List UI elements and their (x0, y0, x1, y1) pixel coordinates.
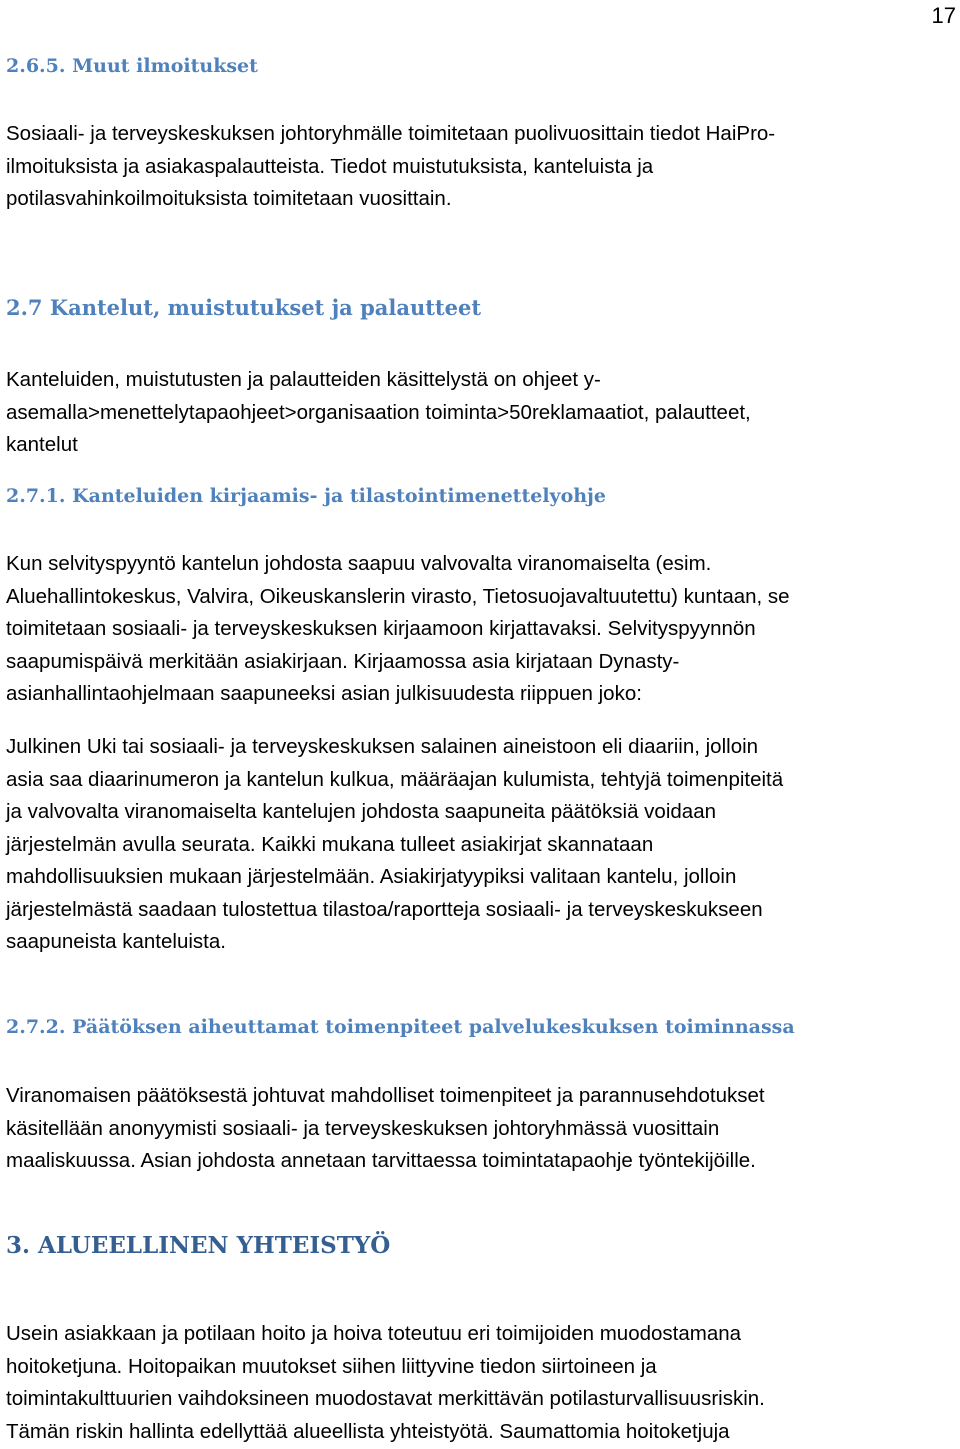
text-line: järjestelmästä saadaan tulostettua tilastoa/raportteja sosiaali- ja terveyskeskukseen (6, 897, 763, 921)
text-line: asia saa diaarinumeron ja kantelun kulkua, määräajan kulumista, tehtyjä toimenpiteitä (6, 767, 784, 791)
text-line: saapumispäivä merkitään asiakirjaan. Kirjaamossa asia kirjataan Dynasty- (6, 649, 680, 673)
text-line: toimitetaan sosiaali- ja terveyskeskuksen kirjaamoon kirjattavaksi. Selvityspyynnön (6, 617, 756, 640)
text-line: hoitoketjuna. Hoitopaikan muutokset siihen liittyvine tiedon siirtoineen ja (6, 1354, 657, 1378)
paragraph (6, 1318, 765, 1448)
text-line: Tämän riskin hallinta edellyttää alueellista yhteistyötä. Saumattomia hoitoketjuja (6, 1419, 730, 1443)
chapter-heading: 3. ALUEELLINEN YHTEISTYÖ (6, 1232, 391, 1259)
page-number: 17 (931, 3, 956, 28)
text-line: potilasvahinkoilmoituksista toimitetaan vuosittain. (6, 187, 452, 210)
text-line: maaliskuussa. Asian johdosta annetaan tarvittaessa toimintatapaohje työntekijöille. (6, 1149, 756, 1172)
text-line: Aluehallintokeskus, Valvira, Oikeuskanslerin virasto, Tietosuojavaltuutettu) kuntaan, se (6, 584, 790, 608)
text-line: mahdollisuuksien mukaan järjestelmään. Asiakirjatyypiksi valitaan kantelu, jolloin (6, 865, 737, 888)
text-line: käsitellään anonyymisti sosiaali- ja terveyskeskuksen johtoryhmässä vuosittain (6, 1116, 720, 1140)
section-heading: 2.6.5. Muut ilmoitukset (6, 55, 258, 77)
section-heading: 2.7.1. Kanteluiden kirjaamis- ja tilastointimenettelyohje (6, 485, 607, 507)
text-line: järjestelmän avulla seurata. Kaikki mukana tulleet asiakirjat skannataan (6, 832, 654, 856)
text-line: asemalla>menettelytapaohjeet>organisaation toiminta>50reklamaatiot, palautteet, (6, 400, 751, 424)
text-line: saapuneista kanteluista. (6, 930, 226, 953)
paragraph (6, 731, 783, 959)
text-line: kantelut (6, 433, 78, 456)
paragraph (6, 118, 775, 216)
paragraph (6, 364, 751, 462)
text-line: asianhallintaohjelmaan saapuneeksi asian julkisuudesta riippuen joko: (6, 682, 642, 705)
text-line: Usein asiakkaan ja potilaan hoito ja hoiva toteutuu eri toimijoiden muodostamana (6, 1322, 742, 1345)
paragraph (6, 1080, 765, 1178)
text-line: Viranomaisen päätöksestä johtuvat mahdolliset toimenpiteet ja parannusehdotukset (6, 1084, 765, 1107)
text-line: Kanteluiden, muistutusten ja palautteiden käsittelystä on ohjeet y- (6, 368, 601, 391)
text-line: Julkinen Uki tai sosiaali- ja terveyskeskuksen salainen aineistoon eli diaariin, jolloin (6, 735, 759, 758)
text-line: ja valvovalta viranomaiselta kantelujen johdosta saapuneita päätöksiä voidaan (6, 800, 716, 823)
text-line: toimintakulttuurien vaihdoksineen muodostavat merkittävän potilasturvallisuusriskin. (6, 1387, 765, 1410)
text-line: Kun selvityspyyntö kantelun johdosta saapuu valvovalta viranomaiselta (esim. (6, 552, 712, 575)
text-line: ilmoituksista ja asiakaspalautteista. Tiedot muistutuksista, kanteluista ja (6, 154, 654, 178)
text-line: Sosiaali- ja terveyskeskuksen johtoryhmälle toimitetaan puolivuosittain tiedot HaiPro- (6, 122, 776, 145)
section-heading: 2.7.2. Päätöksen aiheuttamat toimenpiteet palvelukeskuksen toiminnassa (6, 1016, 795, 1038)
section-heading: 2.7 Kantelut, muistutukset ja palautteet (6, 295, 482, 320)
paragraph (6, 548, 790, 711)
